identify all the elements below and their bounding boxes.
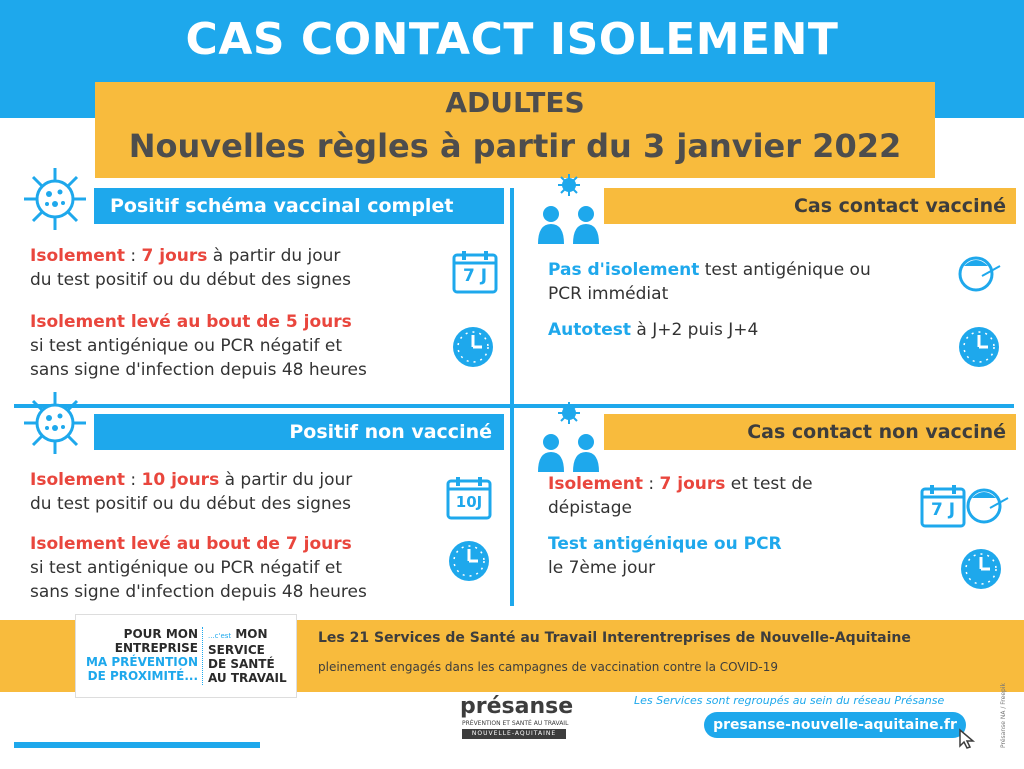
q4-line4: le 7ème jour	[548, 558, 656, 578]
virus-icon	[22, 166, 88, 232]
q4-title: Cas contact non vacciné	[747, 421, 1006, 443]
q3-sep: :	[124, 470, 142, 490]
clock-icon	[452, 326, 494, 368]
bottom-accent-line	[14, 742, 260, 748]
q1-line5: sans signe d'infection depuis 48 heures	[30, 360, 367, 380]
q3-title: Positif non vacciné	[289, 421, 492, 443]
q3-isolement-label: Isolement	[30, 470, 125, 490]
slogan-panel	[75, 614, 297, 698]
people-virus-icon	[536, 400, 602, 472]
footer-title: Les 21 Services de Santé au Travail Interentreprises de Nouvelle-Aquitaine	[318, 630, 911, 646]
clock-icon	[960, 548, 1002, 590]
slogan-right-3: DE SANTÉ	[208, 657, 275, 671]
q3-line4: si test antigénique ou PCR négatif et	[30, 558, 343, 578]
cursor-icon	[958, 728, 976, 750]
q1-title-bar	[94, 188, 504, 224]
q1-days: 7 jours	[141, 246, 208, 266]
vertical-divider	[510, 188, 514, 606]
website-link[interactable]	[704, 712, 966, 738]
q2-line1-rest: test antigénique ou	[699, 260, 871, 280]
q1-line4: si test antigénique ou PCR négatif et	[30, 336, 343, 356]
calendar-label: 7 J	[462, 266, 488, 286]
q2-title: Cas contact vacciné	[793, 195, 1006, 217]
calendar-label: 10J	[455, 493, 483, 511]
slogan-left	[80, 627, 198, 683]
clock-icon	[958, 326, 1000, 368]
slogan-left-1: POUR MON	[123, 627, 198, 641]
q4-title-bar	[604, 414, 1016, 450]
q4-isolement-label: Isolement	[548, 474, 643, 494]
people-virus-icon	[536, 172, 602, 244]
slogan-left-4: DE PROXIMITÉ...	[87, 669, 198, 683]
q1-text	[30, 244, 450, 382]
q1-title: Positif schéma vaccinal complet	[110, 195, 454, 217]
q3-text	[30, 468, 450, 604]
reseau-note: Les Services sont regroupés au sein du réseau Présanse	[634, 694, 945, 707]
slogan-right-2: SERVICE	[208, 643, 265, 657]
q2-autotest: Autotest	[548, 320, 631, 340]
q3-days: 10 jours	[141, 470, 220, 490]
q3-title-bar	[94, 414, 504, 450]
q4-sep: :	[642, 474, 660, 494]
test-swab-icon	[966, 484, 1010, 526]
q3-lifted: Isolement levé au bout de 7 jours	[30, 534, 352, 554]
q4-text	[548, 472, 908, 580]
slogan-right	[208, 627, 292, 685]
subtitle-adultes: ADULTES	[445, 86, 585, 119]
q1-line2: du test positif ou du début des signes	[30, 270, 351, 290]
q2-no-isolement: Pas d'isolement	[548, 260, 700, 280]
horizontal-divider	[14, 404, 1014, 408]
q4-line2: dépistage	[548, 498, 632, 518]
calendar-label: 7 J	[930, 500, 956, 520]
q2-line2: PCR immédiat	[548, 284, 669, 304]
image-credit: Présanse NA / Freepik	[1000, 683, 1007, 748]
presanse-logo: présanse	[460, 694, 574, 719]
q3-line1-rest: à partir du jour	[219, 470, 353, 490]
test-swab-icon	[958, 252, 1002, 294]
q4-test: Test antigénique ou PCR	[548, 534, 782, 554]
q2-text	[548, 258, 948, 342]
slogan-right-4: AU TRAVAIL	[208, 671, 287, 685]
slogan-left-2: ENTREPRISE	[114, 641, 198, 655]
q1-lifted: Isolement levé au bout de 5 jours	[30, 312, 352, 332]
calendar-icon	[920, 484, 966, 528]
calendar-icon	[446, 476, 492, 520]
q4-days: 7 jours	[659, 474, 726, 494]
virus-icon	[22, 390, 88, 456]
slogan-separator	[202, 627, 203, 685]
q3-line2: du test positif ou du début des signes	[30, 494, 351, 514]
q1-line1-rest: à partir du jour	[207, 246, 341, 266]
q2-title-bar	[604, 188, 1016, 224]
logo-region: NOUVELLE-AQUITAINE	[462, 729, 566, 739]
calendar-icon	[452, 250, 498, 294]
q4-line1-rest: et test de	[725, 474, 813, 494]
page-title: CAS CONTACT ISOLEMENT	[185, 14, 839, 65]
subtitle-date: Nouvelles règles à partir du 3 janvier 2022	[128, 127, 902, 165]
slogan-right-small: ...c'est	[208, 632, 232, 640]
q3-line5: sans signe d'infection depuis 48 heures	[30, 582, 367, 602]
q1-isolement-label: Isolement	[30, 246, 125, 266]
slogan-left-3: MA PRÉVENTION	[85, 655, 198, 669]
logo-tagline: PRÉVENTION ET SANTÉ AU TRAVAIL	[462, 720, 569, 727]
clock-icon	[448, 540, 490, 582]
q2-line3-rest: à J+2 puis J+4	[630, 320, 759, 340]
slogan-right-1: MON	[235, 627, 268, 641]
website-link-label: presanse-nouvelle-aquitaine.fr	[713, 717, 957, 733]
footer-subtitle: pleinement engagés dans les campagnes de vaccination contre la COVID-19	[318, 660, 778, 674]
q1-sep: :	[124, 246, 142, 266]
